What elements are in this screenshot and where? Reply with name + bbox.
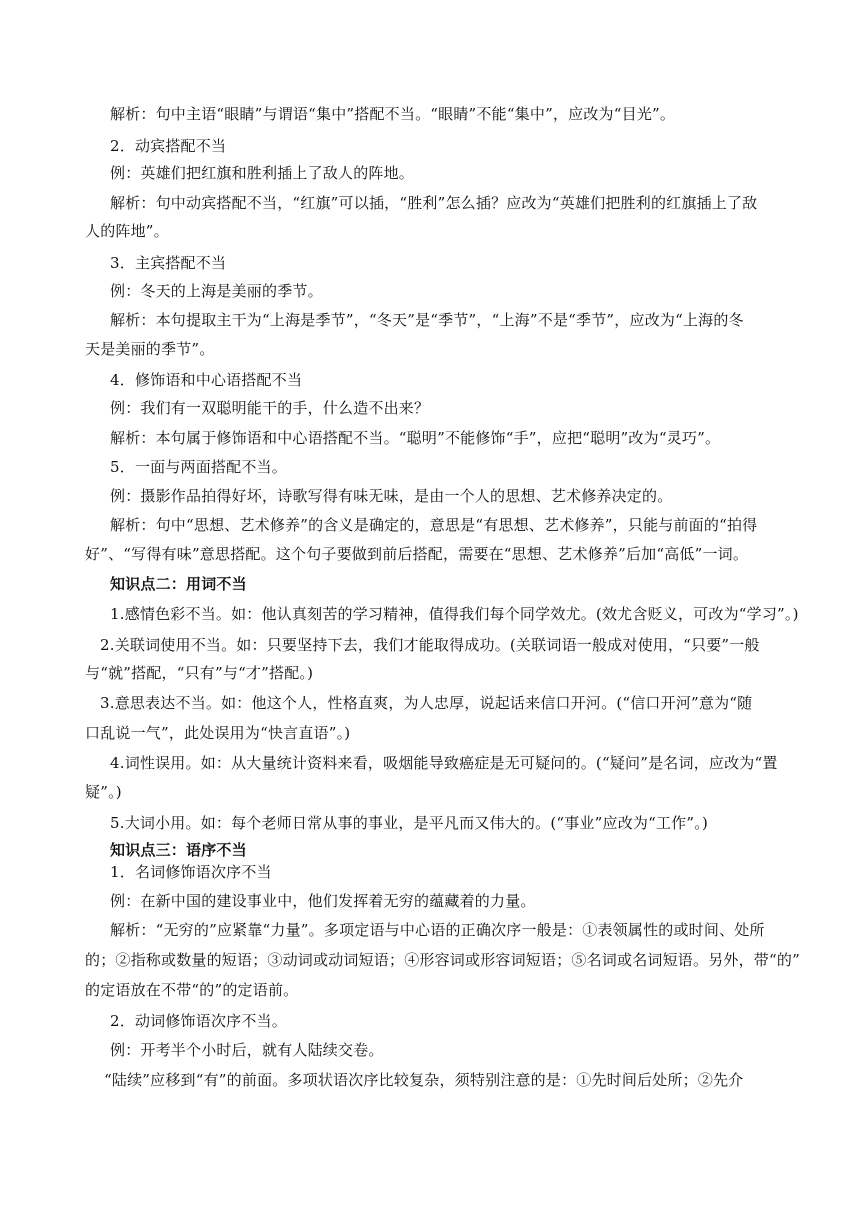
text-line: 例：冬天的上海是美丽的季节。	[110, 282, 323, 300]
text-line: 例：英雄们把红旗和胜利插上了敌人的阵地。	[110, 164, 415, 182]
text-line: 例：我们有一双聪明能干的手，什么造不出来？	[110, 399, 430, 417]
text-line: 例：摄影作品拍得好坏，诗歌写得有味无味，是由一个人的思想、艺术修养决定的。	[110, 487, 673, 505]
text-line: 5.大词小用。如：每个老师日常从事的事业，是平凡而又伟大的。(“事业”应改为“工作”。)	[110, 814, 708, 832]
text-line: 解析：“无穷的”应紧靠“力量”。多项定语与中心语的正确次序一般是：①表领属性的或时间、处所	[110, 921, 765, 939]
text-line: 4．修饰语和中心语搭配不当	[110, 371, 303, 389]
text-line: 2．动词修饰语次序不当。	[110, 1012, 287, 1030]
text-line: 3．主宾搭配不当	[110, 254, 227, 272]
text-line: 口乱说一气”，此处误用为“快言直语”。)	[85, 724, 351, 742]
text-line: “陆续”应移到“有”的前面。多项状语次序比较复杂，须特别注意的是：①先时间后处所；②先介	[104, 1071, 744, 1089]
text-line: 解析：本句属于修饰语和中心语搭配不当。“聪明”不能修饰“手”，应把“聪明”改为“灵巧”。	[110, 429, 721, 447]
text-line: 解析：句中动宾搭配不当，“红旗”可以插，“胜利”怎么插？应改为“英雄们把胜利的红旗插上了敌	[110, 194, 758, 212]
text-line: 人的阵地”。	[85, 222, 169, 240]
text-line: 的定语放在不带“的”的定语前。	[85, 981, 299, 999]
text-line: 4.词性误用。如：从大量统计资料来看，吸烟能导致癌症是无可疑问的。(“疑问”是名词，应改为“置	[110, 754, 778, 772]
text-line: 好”、“写得有味”意思搭配。这个句子要做到前后搭配，需要在“思想、艺术修养”后加“高低”一词。	[85, 545, 749, 563]
text-line: 例：开考半个小时后，就有人陆续交卷。	[110, 1041, 384, 1059]
section-heading: 知识点三：语序不当	[110, 841, 247, 859]
text-line: 2.关联词使用不当。如：只要坚持下去，我们才能取得成功。(关联词语一般成对使用，“只要”一般	[100, 636, 760, 654]
text-line: 解析：句中主语“眼睛”与谓语“集中”搭配不当。“眼睛”不能“集中”，应改为“目光”。	[110, 105, 676, 123]
text-line: 2．动宾搭配不当	[110, 137, 227, 155]
text-line: 与“就”搭配，“只有”与“才”搭配。)	[85, 664, 314, 682]
text-line: 5．一面与两面搭配不当。	[110, 458, 287, 476]
text-line: 天是美丽的季节”。	[85, 340, 215, 358]
text-line: 解析：本句提取主干为“上海是季节”，“冬天”是“季节”，“上海”不是“季节”，应改为“上海的冬	[110, 311, 744, 329]
text-line: 1．名词修饰语次序不当	[110, 863, 272, 881]
section-heading: 知识点二：用词不当	[110, 575, 247, 593]
text-line: 3.意思表达不当。如：他这个人，性格直爽，为人忠厚，说起话来信口开河。(“信口开河”意为“随	[100, 694, 753, 712]
text-line: 1.感情色彩不当。如：他认真刻苦的学习精神，值得我们每个同学效尤。(效尤含贬义，可改为“学习”。)	[110, 605, 799, 623]
text-line: 例：在新中国的建设事业中，他们发挥着无穷的蕴藏着的力量。	[110, 892, 536, 910]
text-line: 解析：句中“思想、艺术修养”的含义是确定的，意思是“有思想、艺术修养”，只能与前面的“拍得	[110, 516, 758, 534]
text-line: 疑”。)	[85, 783, 122, 801]
text-line: 的；②指称或数量的短语；③动词或动词短语；④形容词或形容词短语；⑤名词或名词短语。另外，带“的”	[85, 951, 800, 969]
